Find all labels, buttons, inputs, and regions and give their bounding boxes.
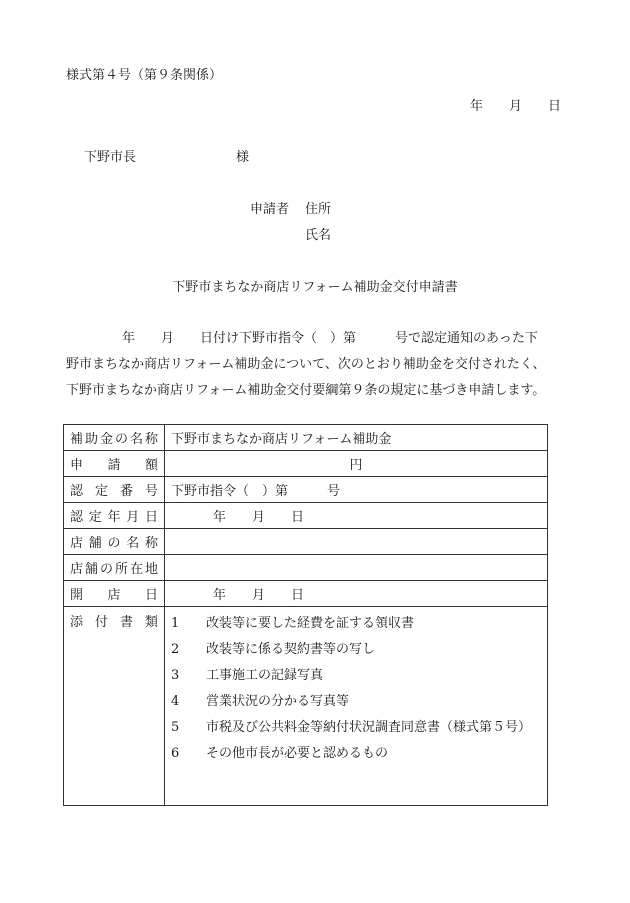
statement-line-1: 年 月 日付け下野市指令（ ）第 号で認定通知のあった下 xyxy=(122,331,538,346)
applicant-address-label: 住所 xyxy=(305,202,332,217)
list-item: 2 改装等に係る契約書等の写し xyxy=(171,642,376,657)
application-table xyxy=(63,424,548,806)
table-row xyxy=(64,425,548,451)
table-row xyxy=(64,503,548,529)
document-title: 下野市まちなか商店リフォーム補助金交付申請書 xyxy=(172,280,458,295)
attachments-list xyxy=(171,611,541,767)
row-label-amount: 申請額 xyxy=(64,451,165,477)
cert-number-field[interactable]: 下野市指令（ ）第 号 xyxy=(165,477,548,503)
table-row xyxy=(64,451,548,477)
table-row xyxy=(64,477,548,503)
row-label-attachments: 添付書類 xyxy=(64,607,165,806)
list-item: 4 営業状況の分かる写真等 xyxy=(171,694,350,709)
table-row xyxy=(64,581,548,607)
addressee: 下野市長 xyxy=(84,150,137,165)
attachments-cell xyxy=(165,607,548,806)
submission-date: 年 月 日 xyxy=(470,99,562,114)
store-name-field[interactable] xyxy=(165,529,548,555)
application-statement xyxy=(66,326,586,404)
form-number: 様式第４号（第９条関係） xyxy=(66,68,223,83)
store-address-field[interactable] xyxy=(165,555,548,581)
amount-field[interactable]: 円 xyxy=(165,451,548,477)
applicant-name-label: 氏名 xyxy=(305,228,332,243)
list-item: 1 改装等に要した経費を証する領収書 xyxy=(171,616,415,631)
list-item: 6 その他市長が必要と認めるもの xyxy=(171,746,389,761)
opening-date-field[interactable]: 年 月 日 xyxy=(165,581,548,607)
cert-date-field[interactable]: 年 月 日 xyxy=(165,503,548,529)
statement-line-2: 野市まちなか商店リフォーム補助金について、次のとおり補助金を交付されたく、 xyxy=(66,357,546,372)
subsidy-name-value: 下野市まちなか商店リフォーム補助金 xyxy=(165,425,548,451)
table-row xyxy=(64,607,548,806)
row-label-store-name: 店舗の名称 xyxy=(64,529,165,555)
applicant-label: 申請者 xyxy=(250,202,290,217)
table-row xyxy=(64,529,548,555)
list-item: 5 市税及び公共料金等納付状況調査同意書（様式第５号） xyxy=(171,720,532,735)
row-label-store-address: 店舗の所在地 xyxy=(64,555,165,581)
table-row xyxy=(64,555,548,581)
row-label-opening-date: 開店日 xyxy=(64,581,165,607)
statement-line-3: 下野市まちなか商店リフォーム補助金交付要綱第９条の規定に基づき申請します。 xyxy=(66,383,546,398)
list-item: 3 工事施工の記録写真 xyxy=(171,668,324,683)
row-label-subsidy-name: 補助金の名称 xyxy=(64,425,165,451)
row-label-cert-date: 認定年月日 xyxy=(64,503,165,529)
row-label-cert-number: 認定番号 xyxy=(64,477,165,503)
addressee-suffix: 様 xyxy=(236,150,250,165)
